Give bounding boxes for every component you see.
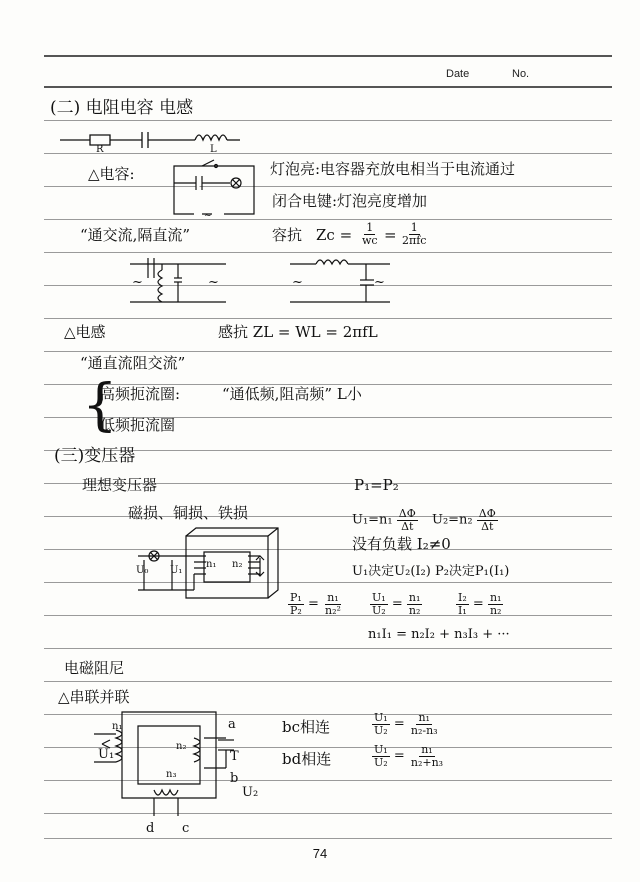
transformer-title: (三)变压器 <box>54 446 136 466</box>
power-equality: P₁=P₂ <box>354 476 399 494</box>
tilde-3: ~ <box>292 275 303 290</box>
cr-frac1-num: 1 <box>366 221 374 234</box>
ruled-line <box>44 186 612 187</box>
u2-dt: Δt <box>481 519 494 533</box>
current-sum: n₁I₁ = n₂I₂ + n₃I₃ + ··· <box>368 627 510 642</box>
ratio-i-den: I₁ <box>458 603 467 617</box>
ratio-p-rnum: n₁ <box>327 591 339 604</box>
bd-num: U₁ <box>374 743 388 756</box>
label-u1: U₁ <box>170 565 183 576</box>
ratio-i-rnum: n₁ <box>489 591 502 604</box>
page-number: 74 <box>312 846 328 861</box>
u1-dt: Δt <box>401 519 414 533</box>
no-load-note: 没有负载 I₂≠0 <box>352 535 451 553</box>
ratio-u: $\frac{\text{U₁}}{\text{U₂}}$ = $\frac{\text{n₁}}{\text{n₂}}$ <box>372 591 421 617</box>
capacitor-note-1: 灯泡亮:电容器充放电相当于电流通过 <box>270 160 516 178</box>
tilde-1: ~ <box>132 275 143 290</box>
damping-label-b: b <box>230 771 239 786</box>
high-freq-choke: 高频扼流圈: <box>100 385 181 403</box>
capacitor-bulb-circuit <box>172 158 262 221</box>
ratio-u-den: U₂ <box>372 603 386 617</box>
bd-den: U₂ <box>374 755 388 769</box>
section-rlc-title: (二) 电阻电容 电感 <box>50 98 194 118</box>
u1-formula <box>352 508 418 532</box>
capacitive-reactance-lhs: Zc = <box>316 226 353 244</box>
ratio-p-rden: n₂² <box>324 603 341 617</box>
ruled-line <box>44 219 612 220</box>
u2-formula <box>432 508 498 532</box>
tilde-2: ~ <box>208 275 219 290</box>
ruled-line <box>44 252 612 253</box>
equals-sign: = <box>384 226 397 244</box>
low-freq-choke: 低频扼流圈 <box>100 416 176 434</box>
ratio-u-rden: n₂ <box>408 603 421 617</box>
ruled-line <box>44 648 612 649</box>
damping-label-u2: U₂ <box>242 785 259 800</box>
capacitive-reactance-frac1 <box>360 222 380 246</box>
ideal-transformer-label: 理想变压器 <box>82 476 158 494</box>
label-n2: n₂ <box>232 559 243 570</box>
ratio-i-num: I₂ <box>458 591 467 604</box>
label-u0: U₀ <box>136 565 149 576</box>
damping-label-a: a <box>228 717 236 732</box>
bc-den: U₂ <box>374 723 388 737</box>
label-n1: n₁ <box>206 559 217 570</box>
series-parallel-label: △串联并联 <box>58 688 130 706</box>
date-label: Date <box>446 68 470 80</box>
ruled-line <box>44 582 612 583</box>
resistor-label: R <box>96 144 104 155</box>
inductor-symbol-label: L <box>210 144 217 155</box>
u1-lhs: U₁=n₁ <box>352 512 393 528</box>
inductor-slogan: “通直流阻交流” <box>80 354 186 372</box>
ratio-p-den: P₂ <box>290 603 302 617</box>
ruled-line <box>44 549 612 550</box>
damping-label-t: T <box>230 749 239 764</box>
svg-text:~: ~ <box>204 211 212 221</box>
capacitor-slogan: “通交流,隔直流” <box>80 226 191 244</box>
header-rule <box>44 55 612 57</box>
bc-rden: n₂-n₃ <box>410 723 438 737</box>
inductor-label: △电感 <box>64 323 106 341</box>
bd-rnum: n₁ <box>421 743 433 756</box>
bc-connected: bc相连 <box>282 718 331 736</box>
capacitor-label: △电容: <box>88 165 135 183</box>
ratio-p-num: P₁ <box>290 591 302 604</box>
bd-ratio: $\frac{\text{U₁}}{\text{U₂}}$ = $\frac{\text{n₁}}{\text{n₂+n₃}}$ <box>374 743 444 769</box>
ratio-u-rnum: n₁ <box>408 591 421 604</box>
high-freq-note: “通低频,阻高频” L小 <box>222 385 362 403</box>
ruled-line <box>44 120 612 121</box>
ratio-u-num: U₁ <box>372 591 386 604</box>
bc-num: U₁ <box>374 711 388 724</box>
u2-lhs: U₂=n₂ <box>432 512 473 528</box>
capacitor-note-2: 闭合电键:灯泡亮度增加 <box>272 192 428 210</box>
header-rule-bottom <box>44 86 612 88</box>
damping-label-d: d <box>146 821 155 836</box>
u2-dphi: ΔΦ <box>478 507 496 520</box>
transformer-losses: 磁损、铜损、铁损 <box>128 504 249 522</box>
decide-note: U₁决定U₂(I₂) P₂决定P₁(I₁) <box>352 564 510 579</box>
bd-connected: bd相连 <box>282 750 332 768</box>
damping-label-c: c <box>182 821 190 836</box>
ratio-i: $\frac{\text{I₂}}{\text{I₁}}$ = $\frac{\text{n₁}}{\text{n₂}}$ <box>458 591 502 617</box>
u1-dphi: ΔΦ <box>398 507 416 520</box>
tilde-4: ~ <box>374 275 385 290</box>
no-label: No. <box>512 68 530 80</box>
ruled-line <box>44 681 612 682</box>
brace-symbol: { <box>82 373 118 438</box>
inductive-reactance: 感抗 ZL = WL = 2πfL <box>218 323 378 341</box>
bc-ratio: $\frac{\text{U₁}}{\text{U₂}}$ = $\frac{\text{n₁}}{\text{n₂-n₃}}$ <box>374 711 438 737</box>
bc-rnum: n₁ <box>418 711 430 724</box>
ratio-i-rden: n₂ <box>489 603 502 617</box>
cr-frac2-num: 1 <box>410 221 418 234</box>
damping-label-u1: U₁ <box>98 747 115 762</box>
cr-frac2-den: 2πfc <box>402 233 427 247</box>
cr-frac1-den: wc <box>362 233 378 247</box>
damping-label-n3: n₃ <box>166 769 177 780</box>
damping-label-n1: n₁ <box>112 721 123 732</box>
ruled-line <box>44 351 612 352</box>
ratio-p: $\frac{\text{P₁}}{\text{P₂}}$ = $\frac{\text{n₁}}{\text{n₂²}}$ <box>290 591 341 617</box>
damping-label-n2: n₂ <box>176 741 187 752</box>
ruled-line <box>44 318 612 319</box>
damping-title: 电磁阻尼 <box>64 659 125 677</box>
capacitive-reactance-label: 容抗 <box>272 226 303 244</box>
capacitive-reactance-frac2 <box>400 222 428 246</box>
ruled-line <box>44 838 612 839</box>
bd-rden: n₂+n₃ <box>410 755 444 769</box>
